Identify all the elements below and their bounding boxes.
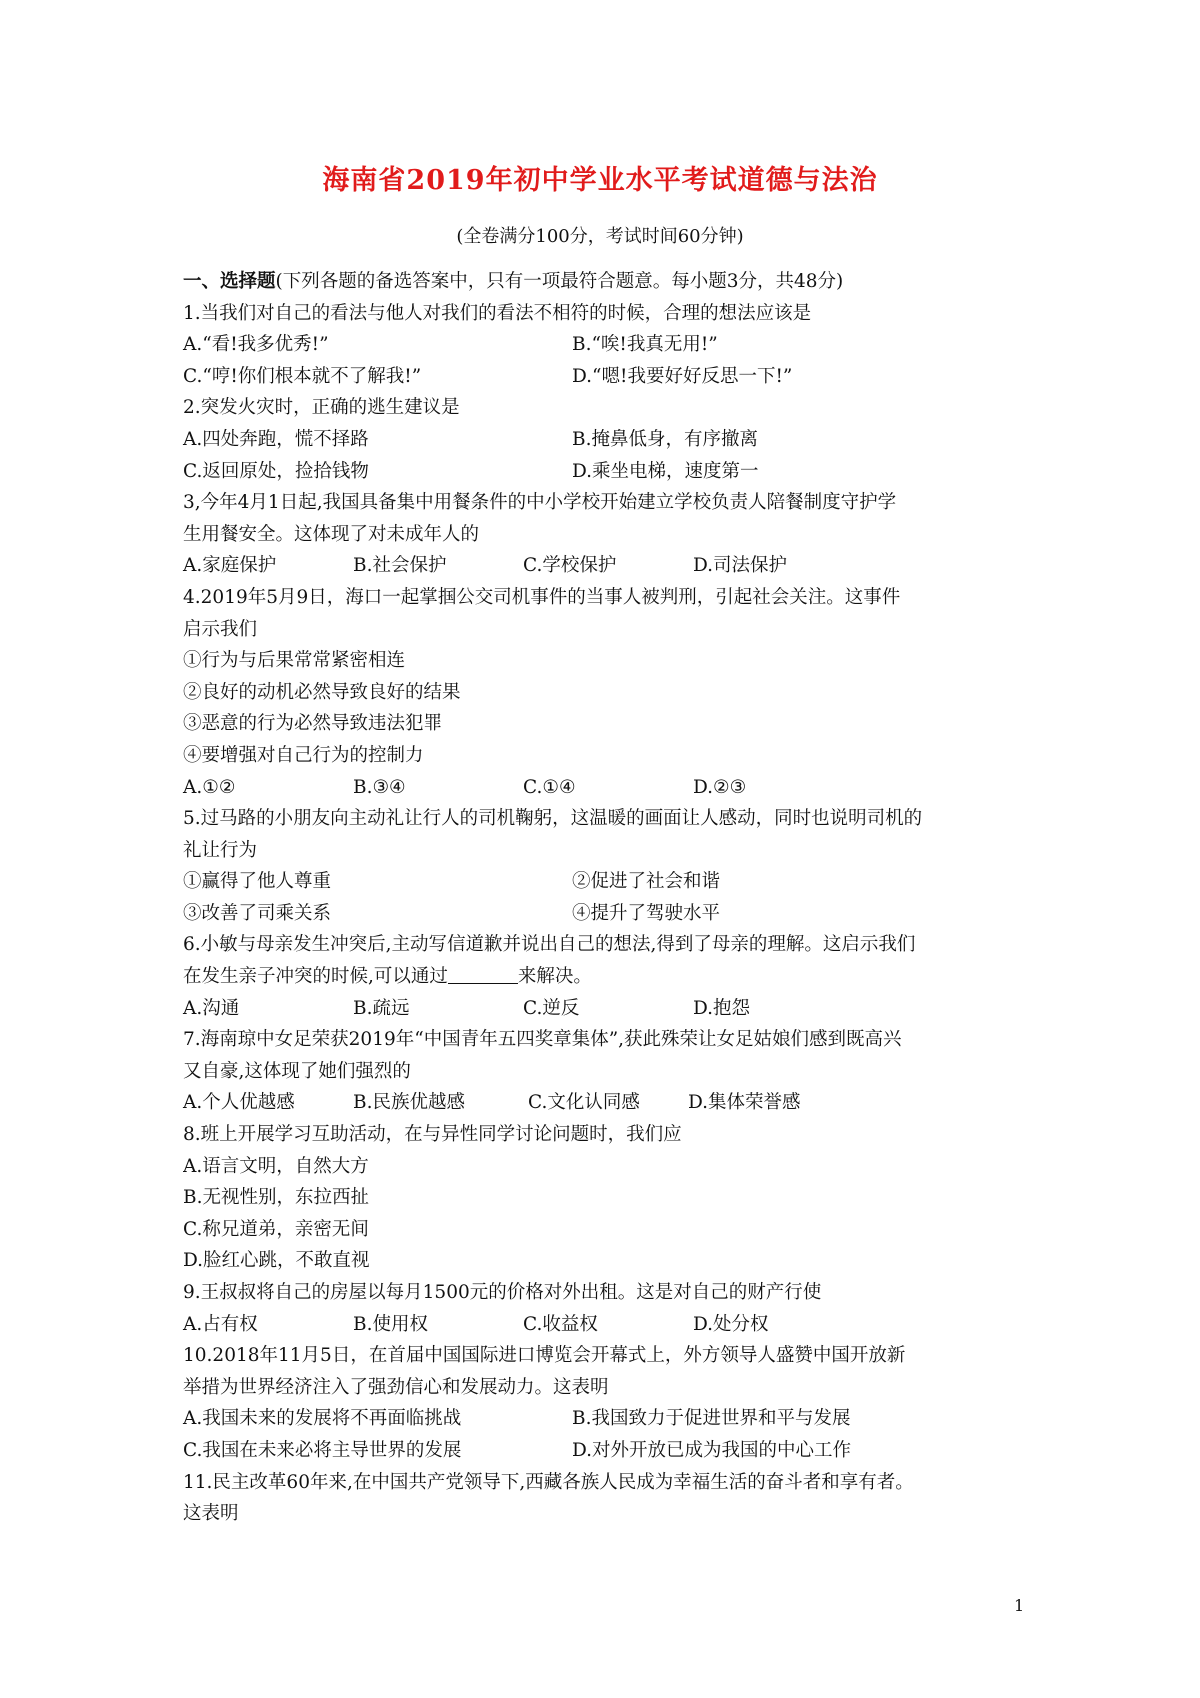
question-1-option-a: A.“看!我多优秀!” bbox=[183, 334, 329, 356]
question-11-stem-line-1: 11.民主改革60年来,在中国共产党领导下,西藏各族人民成为幸福生活的奋斗者和享有者。 bbox=[183, 1471, 914, 1493]
question-6-option-c: C.逆反 bbox=[523, 997, 580, 1019]
question-10-stem-line-2: 举措为世界经济注入了强劲信心和发展动力。这表明 bbox=[183, 1376, 609, 1398]
question-2-option-d: D.乘坐电梯，速度第一 bbox=[572, 460, 759, 482]
question-4-stem-line-1: 4.2019年5月9日，海口一起掌掴公交司机事件的当事人被判刑，引起社会关注。这事件 bbox=[183, 586, 901, 608]
question-6-stem-after-blank: 来解决。 bbox=[517, 966, 592, 988]
question-1-stem: 1.当我们对自己的看法与他人对我们的看法不相符的时候，合理的想法应该是 bbox=[183, 302, 812, 324]
answer-blank bbox=[448, 963, 518, 984]
question-3-option-a: A.家庭保护 bbox=[183, 555, 277, 577]
question-2-option-a: A.四处奔跑，慌不择路 bbox=[183, 428, 369, 450]
question-5-statements-row-2 bbox=[183, 898, 1025, 930]
question-10-options-row-2 bbox=[183, 1435, 1025, 1467]
question-4-option-d: D.②③ bbox=[693, 776, 747, 798]
question-3-options bbox=[183, 550, 1025, 582]
question-6-option-d: D.抱怨 bbox=[693, 997, 751, 1019]
question-3-option-d: D.司法保护 bbox=[693, 555, 788, 577]
question-4-option-c: C.①④ bbox=[523, 776, 576, 798]
question-7-option-c: C.文化认同感 bbox=[528, 1092, 640, 1114]
question-8-option-b: B.无视性别，东拉西扯 bbox=[183, 1187, 369, 1209]
question-6-option-b: B.疏远 bbox=[353, 997, 410, 1019]
question-5-statement-3: ③改善了司乘关系 bbox=[183, 902, 332, 924]
question-10-option-c: C.我国在未来必将主导世界的发展 bbox=[183, 1439, 462, 1461]
section-instructions: (下列各题的备选答案中，只有一项最符合题意。每小题3分，共48分) bbox=[275, 271, 844, 292]
section-header bbox=[183, 266, 1025, 298]
question-8-option-a: A.语言文明，自然大方 bbox=[183, 1155, 369, 1177]
question-7-option-d: D.集体荣誉感 bbox=[688, 1092, 801, 1114]
question-9-option-d: D.处分权 bbox=[693, 1313, 769, 1335]
question-1-option-d: D.“嗯!我要好好反思一下!” bbox=[572, 365, 793, 387]
question-10-stem-line-1: 10.2018年11月5日，在首届中国国际进口博览会开幕式上，外方领导人盛赞中国开放新 bbox=[183, 1345, 906, 1367]
question-9-options bbox=[183, 1309, 1025, 1341]
question-7-stem-line-1: 7.海南琼中女足荣获2019年“中国青年五四奖章集体”,获此殊荣让女足姑娘们感到既高兴 bbox=[183, 1029, 902, 1051]
question-10-option-b: B.我国致力于促进世界和平与发展 bbox=[572, 1408, 851, 1430]
question-4-statement-2: ②良好的动机必然导致良好的结果 bbox=[183, 681, 461, 703]
question-10-options-row-1 bbox=[183, 1403, 1025, 1435]
exam-title: 海南省2019年初中学业水平考试道德与法治 bbox=[322, 165, 878, 196]
question-4-statement-1: ①行为与后果常常紧密相连 bbox=[183, 650, 406, 672]
question-4-options bbox=[183, 772, 1025, 804]
question-6-options bbox=[183, 993, 1025, 1025]
question-9-option-b: B.使用权 bbox=[353, 1313, 428, 1335]
question-4-option-b: B.③④ bbox=[353, 776, 406, 798]
question-3-stem-line-2: 生用餐安全。这体现了对未成年人的 bbox=[183, 523, 480, 545]
question-3-option-b: B.社会保护 bbox=[353, 555, 447, 577]
question-8-option-c: C.称兄道弟，亲密无间 bbox=[183, 1218, 369, 1240]
question-4-statement-4: ④要增强对自己行为的控制力 bbox=[183, 744, 424, 766]
exam-content bbox=[183, 266, 1025, 1530]
question-5-stem-line-1: 5.过马路的小朋友向主动礼让行人的司机鞠躬，这温暖的画面让人感动，同时也说明司机的 bbox=[183, 808, 923, 830]
question-9-stem: 9.王叔叔将自己的房屋以每月1500元的价格对外出租。这是对自己的财产行使 bbox=[183, 1282, 822, 1303]
question-6-option-a: A.沟通 bbox=[183, 997, 240, 1019]
question-7-option-b: B.民族优越感 bbox=[353, 1092, 465, 1114]
question-6-stem-before-blank: 在发生亲子冲突的时候,可以通过 bbox=[183, 966, 448, 988]
question-8-option-d: D.脸红心跳，不敢直视 bbox=[183, 1250, 370, 1272]
question-5-statement-1: ①赢得了他人尊重 bbox=[183, 871, 332, 893]
question-10-option-a: A.我国未来的发展将不再面临挑战 bbox=[183, 1408, 462, 1430]
page-number: 1 bbox=[1014, 1596, 1025, 1615]
question-1-options-row-1 bbox=[183, 329, 1025, 361]
question-5-statement-4: ④提升了驾驶水平 bbox=[572, 902, 721, 924]
question-9-option-c: C.收益权 bbox=[523, 1313, 598, 1335]
question-10-option-d: D.对外开放已成为我国的中心工作 bbox=[572, 1439, 852, 1461]
question-7-option-a: A.个人优越感 bbox=[183, 1092, 295, 1114]
question-11-stem-line-2: 这表明 bbox=[183, 1503, 239, 1525]
question-4-stem-line-2: 启示我们 bbox=[183, 618, 258, 640]
question-2-options-row-1 bbox=[183, 424, 1025, 456]
question-7-stem-line-2: 又自豪,这体现了她们强烈的 bbox=[183, 1060, 411, 1082]
question-3-stem-line-1: 3,今年4月1日起,我国具备集中用餐条件的中小学校开始建立学校负责人陪餐制度守护学 bbox=[183, 492, 897, 514]
exam-subtitle: (全卷满分100分，考试时间60分钟) bbox=[456, 226, 744, 247]
question-6-stem-line-2 bbox=[183, 961, 1025, 993]
question-5-statements-row-1 bbox=[183, 866, 1025, 898]
question-9-option-a: A.占有权 bbox=[183, 1313, 258, 1335]
question-1-options-row-2 bbox=[183, 361, 1025, 393]
question-2-option-b: B.掩鼻低身，有序撤离 bbox=[572, 428, 758, 450]
question-4-statement-3: ③恶意的行为必然导致违法犯罪 bbox=[183, 713, 443, 735]
question-2-stem: 2.突发火灾时，正确的逃生建议是 bbox=[183, 397, 460, 419]
section-label: 一、选择题 bbox=[183, 271, 276, 292]
question-5-statement-2: ②促进了社会和谐 bbox=[572, 871, 721, 893]
question-4-option-a: A.①② bbox=[183, 776, 236, 798]
question-8-stem: 8.班上开展学习互助活动，在与异性同学讨论问题时，我们应 bbox=[183, 1124, 682, 1146]
question-1-option-c: C.“哼!你们根本就不了解我!” bbox=[183, 365, 422, 387]
question-2-options-row-2 bbox=[183, 456, 1025, 488]
question-7-options bbox=[183, 1087, 1025, 1119]
question-2-option-c: C.返回原处，捡拾钱物 bbox=[183, 460, 369, 482]
question-6-stem-line-1: 6.小敏与母亲发生冲突后,主动写信道歉并说出自己的想法,得到了母亲的理解。这启示我们 bbox=[183, 934, 916, 956]
question-5-stem-line-2: 礼让行为 bbox=[183, 839, 258, 861]
question-3-option-c: C.学校保护 bbox=[523, 555, 617, 577]
question-1-option-b: B.“唉!我真无用!” bbox=[572, 334, 718, 356]
